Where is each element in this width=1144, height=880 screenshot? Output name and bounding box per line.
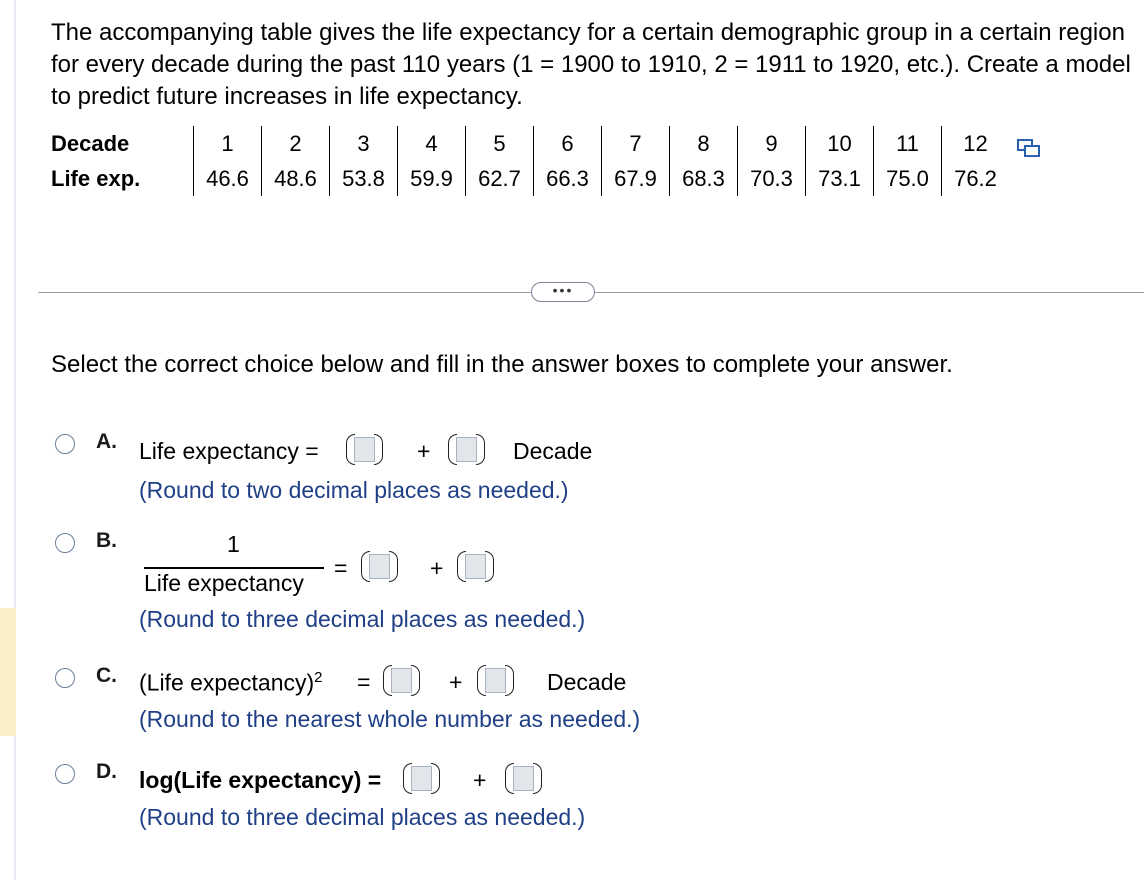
choice-b-slope-input[interactable]: [457, 550, 494, 586]
life-exp-cell: 70.3: [738, 162, 806, 196]
choice-d-intercept-input[interactable]: [403, 762, 440, 798]
choice-a-letter: A.: [96, 430, 117, 453]
choice-d-plus: +: [473, 767, 487, 793]
life-exp-cell: 62.7: [466, 162, 534, 196]
life-exp-cell: 48.6: [262, 162, 330, 196]
decade-cell: 6: [534, 126, 602, 162]
life-exp-cell: 73.1: [806, 162, 874, 196]
choice-c-radio[interactable]: [55, 668, 75, 688]
life-exp-cell: 68.3: [670, 162, 738, 196]
choice-c-intercept-input[interactable]: [383, 664, 420, 700]
life-exp-cell: 53.8: [330, 162, 398, 196]
choice-a-radio[interactable]: [55, 434, 75, 454]
life-exp-cell: 76.2: [942, 162, 1010, 196]
decade-cell: 8: [670, 126, 738, 162]
choice-b-letter: B.: [96, 529, 117, 552]
life-exp-cell: 75.0: [874, 162, 942, 196]
choice-c-slope-input[interactable]: [477, 664, 514, 700]
choice-d-letter: D.: [96, 760, 117, 783]
life-exp-cell: 59.9: [398, 162, 466, 196]
copy-table-icon[interactable]: [1016, 138, 1042, 160]
decade-row: [51, 126, 1009, 162]
decade-cell: 7: [602, 126, 670, 162]
decade-cell: 10: [806, 126, 874, 162]
decade-cell: 1: [194, 126, 262, 162]
choice-c-plus: +: [449, 669, 463, 695]
life-exp-cell: 66.3: [534, 162, 602, 196]
life-exp-cell: 46.6: [194, 162, 262, 196]
more-options-button[interactable]: •••: [531, 282, 595, 302]
choice-c-exponent: 2: [314, 669, 323, 686]
choice-c-equals: =: [357, 669, 371, 695]
margin-highlight: [0, 608, 16, 736]
choice-c-suffix: Decade: [547, 669, 627, 695]
decade-cell: 2: [262, 126, 330, 162]
decade-cell: 4: [398, 126, 466, 162]
decade-cell: 12: [942, 126, 1010, 162]
choice-a-note: (Round to two decimal places as needed.): [139, 477, 569, 503]
choice-a-lhs: Life expectancy =: [139, 438, 319, 464]
choice-b-radio[interactable]: [55, 533, 75, 553]
decade-cell: 3: [330, 126, 398, 162]
choice-d-radio[interactable]: [55, 764, 75, 784]
decade-cell: 5: [466, 126, 534, 162]
choice-a-intercept-input[interactable]: [346, 433, 383, 469]
choice-c-lhs: (Life expectancy)$^2$: [139, 669, 323, 696]
choice-b-intercept-input[interactable]: [361, 550, 398, 586]
data-table: [51, 126, 1009, 196]
decade-header: Decade: [51, 131, 130, 156]
choice-d-lhs: log(Life expectancy) =: [139, 767, 382, 793]
fraction-bar: [144, 567, 324, 569]
life-exp-cell: 67.9: [602, 162, 670, 196]
choice-a-suffix: Decade: [513, 438, 593, 464]
choice-c-letter: C.: [96, 664, 117, 687]
choice-b-numerator: 1: [227, 531, 240, 557]
choice-b-plus: +: [430, 555, 444, 581]
problem-statement: The accompanying table gives the life expectancy for a certain demographic group in a certain region for every decade during the past 110 years (1 = 1900 to 1910, 2 = 1911 to 1920, etc.). Create a model to predict future increases in life expectancy.: [51, 19, 1131, 110]
life-exp-row: [51, 162, 1009, 196]
choice-b-note: (Round to three decimal places as needed.): [139, 606, 586, 632]
choice-b-denominator: Life expectancy: [144, 570, 304, 596]
life-exp-header: Life exp.: [51, 166, 141, 191]
choice-b-equals: =: [334, 555, 348, 581]
decade-cell: 9: [738, 126, 806, 162]
choice-d-note: (Round to three decimal places as needed.): [139, 804, 586, 830]
choice-c-note: (Round to the nearest whole number as needed.): [139, 706, 641, 732]
choice-d-slope-input[interactable]: [505, 762, 542, 798]
instruction-text: Select the correct choice below and fill in the answer boxes to complete your answer.: [51, 351, 953, 378]
margin-line: [14, 0, 16, 880]
left-margin-rule: [0, 0, 16, 880]
choice-a-plus: +: [417, 438, 431, 464]
choice-a-slope-input[interactable]: [448, 433, 485, 469]
decade-cell: 11: [874, 126, 942, 162]
